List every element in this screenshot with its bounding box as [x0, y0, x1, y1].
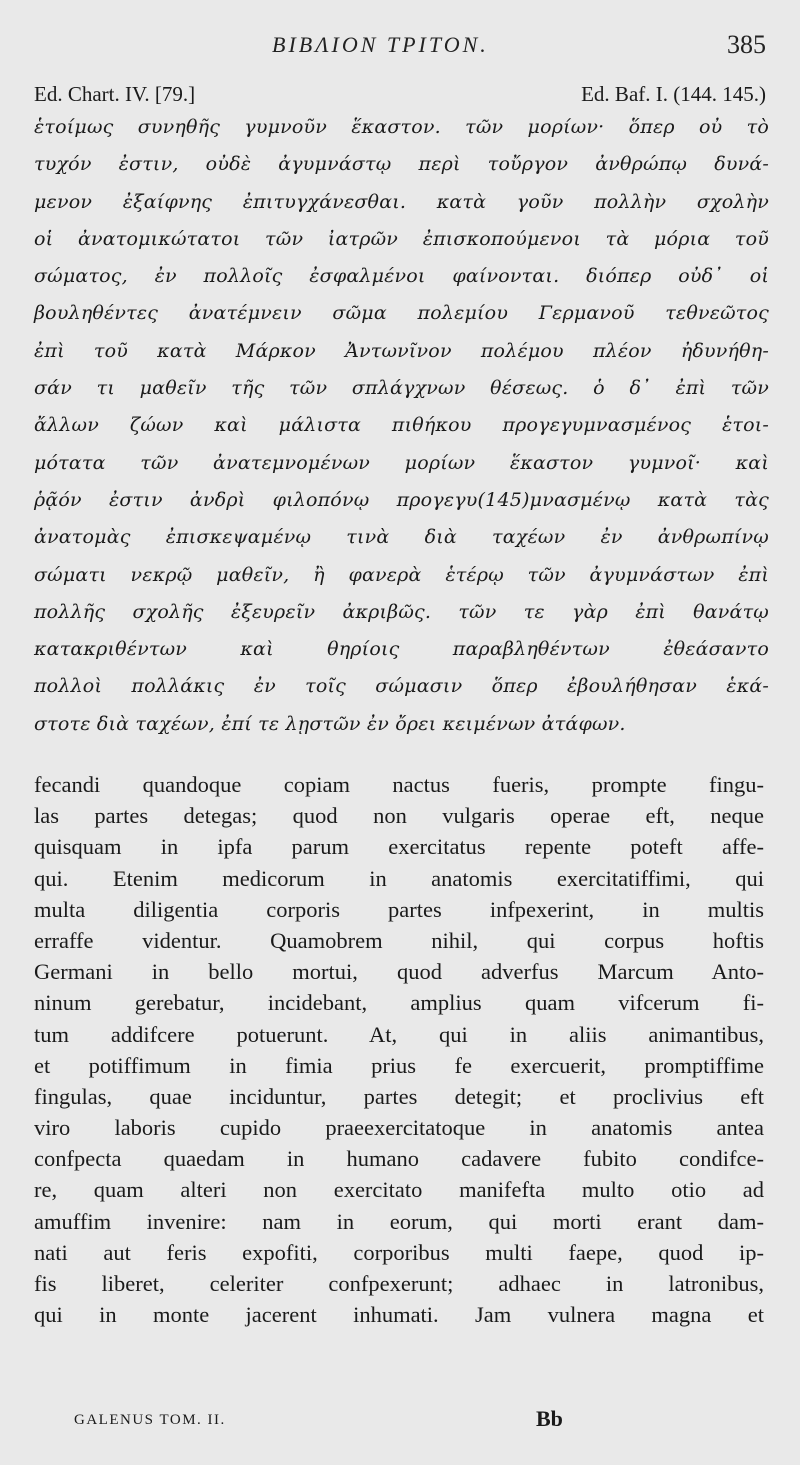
latin-line: quisquam in ipfa parum exercitatus repente poteft affe- — [34, 834, 764, 860]
greek-line: πολλῆς σχολῆς ἐξευρεῖν ἀκριβῶς. τῶν τε γὰρ ἐπὶ θανάτῳ — [34, 600, 769, 623]
greek-line: σώματος, ἐν πολλοῖς ἐσφαλμένοι φαίνονται. διόπερ οὐδ᾽ οἱ — [34, 265, 769, 288]
latin-line: erraffe videntur. Quamobrem nihil, qui corpus hoftis — [34, 927, 764, 953]
running-title: ΒΙΒΛΙΟΝ ΤΡΙΤΟΝ. — [272, 32, 489, 57]
latin-line: multa diligentia corporis partes infpexerint, in multis — [34, 896, 764, 922]
greek-line: μότατα τῶν ἀνατεμνομένων μορίων ἕκαστον γυμνοῖ· καὶ — [34, 451, 769, 474]
greek-text-block — [34, 109, 769, 743]
latin-line: fecandi quandoque copiam nactus fueris, prompte fingu- — [34, 772, 764, 797]
greek-line: μενον ἐξαίφνης ἐπιτυγχάνεσθαι. κατὰ γοῦν πολλὴν σχολὴν — [34, 190, 769, 213]
greek-line: σώματι νεκρῷ μαθεῖν, ἢ φανερὰ ἑτέρῳ τῶν ἀγυμνάστων ἐπὶ — [34, 563, 769, 586]
latin-line: nati aut feris expofiti, corporibus multi faepe, quod ip- — [34, 1239, 764, 1265]
page-footer — [0, 1408, 800, 1436]
greek-line: ἄλλων ζώων καὶ μάλιστα πιθήκου προγεγυμνασμένος ἑτοι- — [34, 414, 769, 437]
greek-line: ἑτοίμως συνηθῆς γυμνοῦν ἕκαστον. τῶν μορίων· ὅπερ οὐ τὸ — [34, 116, 769, 138]
greek-line: βουληθέντες ἀνατέμνειν σῶμα πολεμίου Γερμανοῦ τεθνεῶτος — [34, 302, 769, 325]
latin-line: re, quam alteri non exercitato manifefta multo otio ad — [34, 1177, 764, 1203]
latin-line: et potiffimum in fimia prius fe exercuerit, promptiffime — [34, 1052, 764, 1078]
latin-line: las partes detegas; quod non vulgaris operae eft, neque — [34, 803, 764, 829]
greek-line: τυχόν ἐστιν, οὐδὲ ἀγυμνάστῳ περὶ τοὔργον ἀνθρώπῳ δυνά- — [34, 153, 769, 176]
latin-line: Germani in bello mortui, quod adverfus Marcum Anto- — [34, 959, 764, 985]
latin-line: fis liberet, celeriter confpexerunt; adhaec in latronibus, — [34, 1271, 764, 1296]
latin-line: amuffim invenire: nam in eorum, qui morti erant dam- — [34, 1208, 764, 1234]
greek-line: σάν τι μαθεῖν τῆς τῶν σπλάγχνων θέσεως. ὁ δ᾽ ἐπὶ τῶν — [34, 377, 769, 400]
greek-line: ἀνατομὰς ἐπισκεψαμένῳ τινὰ διὰ ταχέων ἐν ἀνθρωπίνῳ — [34, 526, 769, 549]
gathering-signature: Bb — [536, 1406, 563, 1431]
greek-line: στοτε διὰ ταχέων, ἐπί τε λῃστῶν ἐν ὄρει κειμένων ἀτάφων. — [34, 712, 626, 735]
latin-line: fingulas, quae inciduntur, partes detegit; et proclivius eft — [34, 1083, 764, 1109]
edition-chart-reference: Ed. Chart. IV. [79.] — [34, 82, 196, 106]
greek-line: ἐπὶ τοῦ κατὰ Μάρκον Ἀντωνῖνον πολέμου πλέον ἠδυνήθη- — [34, 339, 769, 362]
running-head — [0, 30, 800, 64]
latin-text-block — [34, 769, 764, 1330]
greek-line: πολλοὶ πολλάκις ἐν τοῖς σώμασιν ὅπερ ἐβουλήθησαν ἑκά- — [34, 675, 769, 698]
latin-line: tum addifcere potuerunt. At, qui in aliis animantibus, — [34, 1021, 764, 1047]
edition-basel-reference: Ed. Baf. I. (144. 145.) — [581, 82, 766, 106]
latin-line: confpecta quaedam in humano cadavere fubito condifce- — [34, 1146, 764, 1172]
latin-line: qui. Etenim medicorum in anatomis exercitatiffimi, qui — [34, 865, 764, 891]
greek-line: κατακριθέντων καὶ θηρίοις παραβληθέντων ἐθεάσαντο — [34, 638, 769, 661]
latin-line: qui in monte jacerent inhumati. Jam vulnera magna et — [34, 1302, 764, 1328]
latin-line: viro laboris cupido praeexercitatoque in anatomis antea — [34, 1115, 764, 1141]
greek-line: ῥᾷόν ἐστιν ἀνδρὶ φιλοπόνῳ προγεγυ(145)μνασμένῳ κατὰ τὰς — [34, 488, 769, 511]
greek-line: οἱ ἀνατομικώτατοι τῶν ἰατρῶν ἐπισκοπούμενοι τὰ μόρια τοῦ — [34, 227, 769, 250]
page-number: 385 — [727, 30, 766, 59]
latin-line: ninum gerebatur, incidebant, amplius quam vifcerum fi- — [34, 990, 764, 1016]
volume-signature: GALENUS TOM. II. — [74, 1412, 226, 1428]
edition-reference-line — [0, 82, 800, 110]
